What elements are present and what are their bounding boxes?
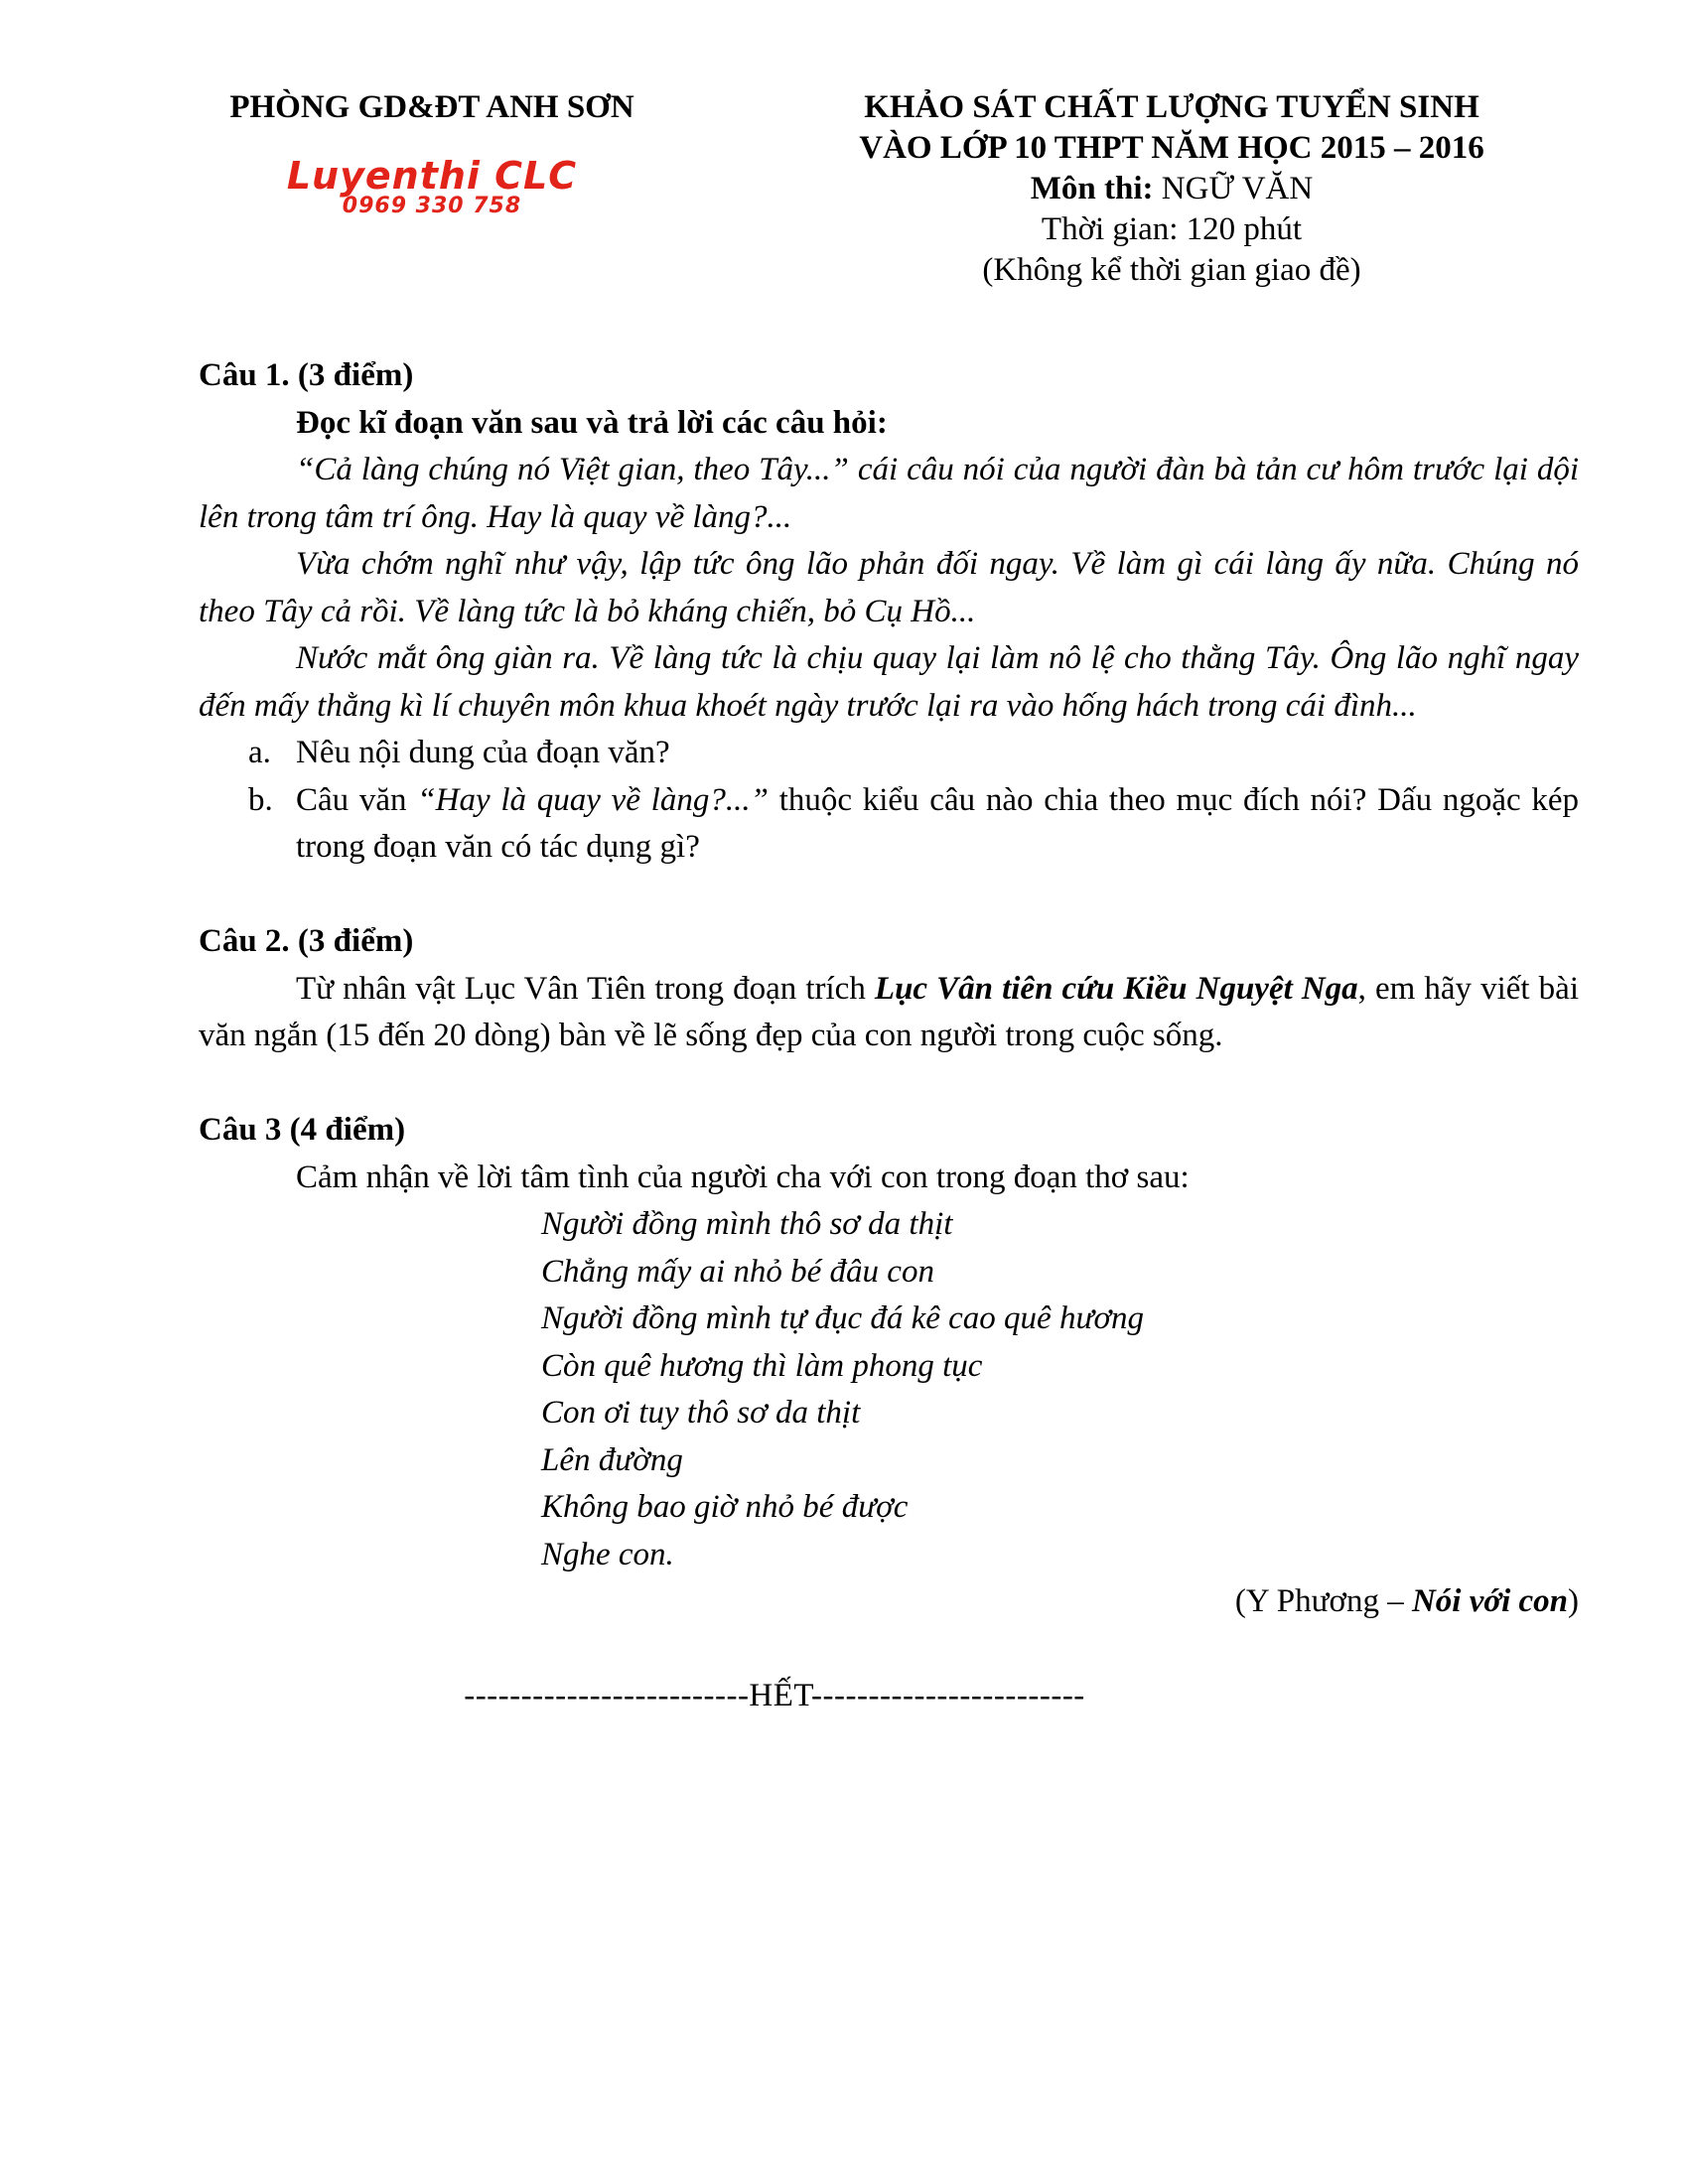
poem-line: Không bao giờ nhỏ bé được (541, 1489, 909, 1525)
poem-source-pre: (Y Phương – (1234, 1583, 1412, 1619)
header-right (765, 87, 1579, 291)
question-1b-quote: “Hay là quay về làng?...” (417, 781, 769, 818)
passage-paragraph-3: Nước mắt ông giàn ra. Về làng tức là chịu quay lại làm nô lệ cho thằng Tây. Ông lão nghĩ ngay đến mấy thằng kì lí chuyên môn khua khoét ngày trước lại ra vào hống hách trong cái đình... (199, 640, 1579, 724)
question-1b-post: thuộc kiểu câu nào chia theo mục đích nói? Dấu ngoặc kép trong đoạn văn có tác dụng gì? (296, 781, 1580, 865)
question-3-prompt: Cảm nhận về lời tâm tình của người cha với con trong đoạn thơ sau: (296, 1159, 1190, 1195)
spacer (199, 872, 1579, 919)
logo-name: Luyenthi CLC (286, 154, 578, 198)
question-2-title: Câu 2. (3 điểm) (199, 923, 414, 959)
header-left (189, 87, 675, 218)
question-1a-marker: a. (248, 735, 271, 770)
poem-source-work: Nói với con (1411, 1583, 1568, 1619)
luyenthi-logo (286, 154, 578, 218)
poem-source-post: ) (1568, 1583, 1579, 1619)
passage-quote: “Cả làng chúng nó Việt gian, theo Tây...” (296, 452, 849, 487)
question-1a (199, 730, 1579, 777)
logo-phone: 0969 330 758 (342, 194, 522, 218)
passage-paragraph-2: Vừa chớm nghĩ như vậy, lập tức ông lão phản đối ngay. Về làm gì cái làng ấy nữa. Chúng nó theo Tây cả rồi. Về làng tức là bỏ kháng chiến, bỏ Cụ Hồ... (199, 546, 1579, 629)
exam-content (199, 352, 1579, 1719)
question-2-pre: Từ nhân vật Lục Vân Tiên trong đoạn trích (296, 970, 875, 1007)
subject-label: Môn thi: (1030, 171, 1162, 206)
question-2-post: , em hãy viết bài văn ngắn (15 đến 20 dòng) bàn về lẽ sống đẹp của con người trong cuộc sống. (199, 970, 1579, 1053)
question-1-instruction: Đọc kĩ đoạn văn sau và trả lời các câu hỏi: (296, 404, 888, 441)
question-1b-pre: Câu văn (296, 781, 418, 818)
poem-line: Người đồng mình thô sơ da thịt (541, 1206, 953, 1242)
exam-time: Thời gian: 120 phút (1041, 211, 1303, 247)
subject-line (765, 169, 1579, 209)
question-3-title: Câu 3 (4 điểm) (199, 1112, 406, 1148)
question-1b-marker: b. (248, 781, 273, 818)
question-1a-text: Nêu nội dung của đoạn văn? (296, 735, 670, 770)
poem-line: Còn quê hương thì làm phong tục (541, 1347, 983, 1384)
question-1b (199, 777, 1579, 872)
exam-title-line-1: KHẢO SÁT CHẤT LƯỢNG TUYỂN SINH (864, 89, 1479, 125)
poem-line: Lên đường (541, 1441, 683, 1478)
subject-value: NGỮ VĂN (1161, 171, 1314, 206)
exam-time-note: (Không kể thời gian giao đề) (982, 252, 1361, 288)
poem-source (199, 1578, 1579, 1626)
poem (199, 1201, 1579, 1578)
question-2-work: Lục Vân tiên cứu Kiều Nguyệt Nga (874, 970, 1358, 1007)
passage-paragraph-1-rest: cái câu nói của người đàn bà tản cư hôm trước lại dội lên trong tâm trí ông. Hay là quay về làng?... (199, 452, 1580, 535)
exam-title-line-2: VÀO LỚP 10 THPT NĂM HỌC 2015 – 2016 (859, 130, 1484, 166)
question-1b-text (296, 777, 1579, 872)
spacer (199, 1060, 1579, 1108)
question-1-title: Câu 1. (3 điểm) (199, 357, 414, 393)
end-marker: -------------------------HẾT------------------------ (464, 1677, 1085, 1713)
passage-paragraph-1 (199, 447, 1579, 541)
poem-line: Nghe con. (541, 1536, 674, 1572)
poem-line: Người đồng mình tự đục đá kê cao quê hương (541, 1300, 1145, 1336)
poem-line: Con ơi tuy thô sơ da thịt (541, 1395, 861, 1431)
question-2-text (199, 966, 1579, 1060)
department-name: PHÒNG GD&ĐT ANH SƠN (229, 89, 634, 125)
poem-line: Chẳng mấy ai nhỏ bé đâu con (541, 1253, 934, 1290)
